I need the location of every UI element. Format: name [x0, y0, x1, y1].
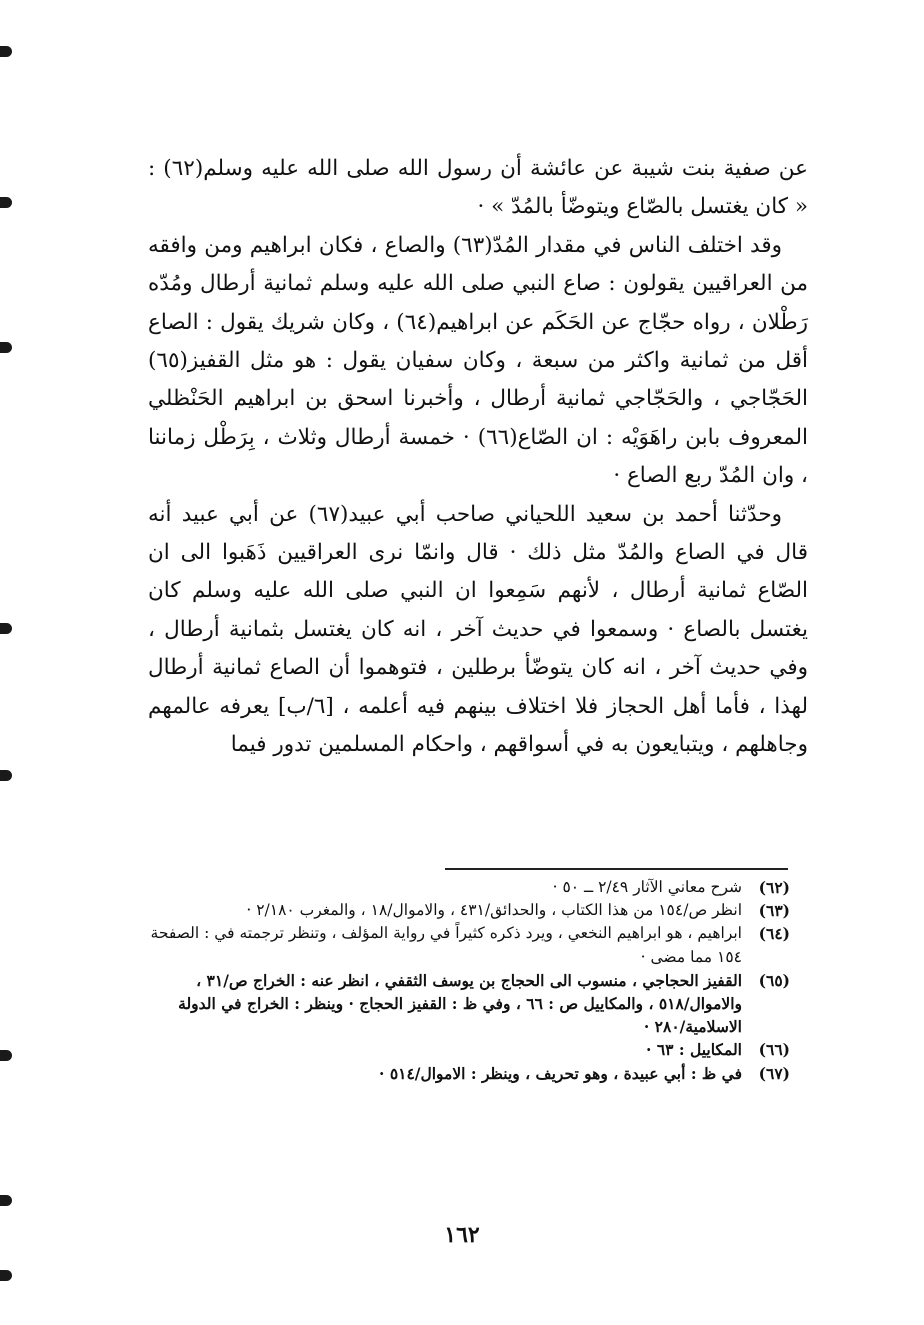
footnote-number: (٦٥) — [758, 970, 790, 990]
footnote — [150, 969, 790, 1039]
paragraph-abu-ubaid: وحدّثنا أحمد بن سعيد اللحياني صاحب أبي عبيد(٦٧) عن أبي عبيد أنه قال في الصاع والمُدّ مثل ذلك · قال وانمّا نرى العراقيين ذَهَبوا الى ان الصّاع ثمانية أرطال ، لأنهم سَمِعوا ان النبي صلى الله عليه وسلم كان يغتسل بالصاع · وسمعوا في حديث آخر ، انه كان يغتسل بثمانية أرطال ، وفي حديث آخر ، انه كان يتوضّأ برطلين ، فتوهموا أن الصاع ثمانية أرطال لهذا ، فأما أهل الحجاز فلا اختلاف بينهم فيه أعلمه ، [٦/ب] يعرفه عالمهم وجاهلهم ، ويتبايعون به في أسواقهم ، واحكام المسلمين تدور فيما — [148, 501, 808, 758]
footnote — [150, 899, 790, 922]
footnote — [150, 922, 790, 968]
footnote-number: (٦٢) — [758, 878, 790, 897]
footnote-text: شرح معاني الآثار ٢/٤٩ ــ ٥٠ · — [552, 878, 742, 896]
scan-edge-mark — [0, 770, 12, 781]
scan-edge-mark — [0, 1050, 12, 1061]
scan-edge-mark — [0, 1270, 12, 1281]
scan-edge-mark — [0, 342, 12, 353]
footnote-separator — [445, 868, 788, 870]
footnote-text: القفيز الحجاجي ، منسوب الى الحجاج بن يوسف الثقفي ، انظر عنه : الخراج ص/٣١ ، والاموال/٥١٨ ، والمكاييل ص : ٦٦ ، وفي ظ : القفيز الحجاج · وينظر : الخراج في الدولة الاسلامية/٢٨٠ · — [178, 970, 742, 1037]
scan-edge-mark — [0, 623, 12, 634]
scan-edge-mark — [0, 46, 12, 57]
body-text — [148, 150, 808, 765]
footnote — [150, 876, 790, 899]
footnote — [150, 1062, 790, 1085]
paragraph-measures: وقد اختلف الناس في مقدار المُدّ(٦٣) والصاع ، فكان ابراهيم ومن وافقه من العراقيين يقولون : صاع النبي صلى الله عليه وسلم ثمانية أرطال ومُدّه رَطْلان ، رواه حجّاج عن الحَكَم عن ابراهيم(٦٤) ، وكان شريك يقول : الصاع أقل من ثمانية واكثر من سبعة ، وكان سفيان يقول : هو مثل القفيز(٦٥) الحَجّاجي ، والحَجّاجي ثمانية أرطال ، وأخبرنا اسحق بن ابراهيم الحَنْظلي المعروف بابن راهَوَيْه : ان الصّاع(٦٦) · خمسة أرطال وثلاث ، بِرَطْل زماننا ، وان المُدّ ربع الصاع · — [148, 232, 808, 489]
footnote-number: (٦٦) — [758, 1040, 790, 1060]
footnote — [150, 1038, 790, 1061]
footnote-text: انظر ص/١٥٤ من هذا الكتاب ، والحدائق/٤٣١ ، والاموال/١٨ ، والمغرب ٢/١٨٠ · — [246, 901, 742, 920]
footnotes — [150, 876, 790, 1085]
footnote-number: (٦٤) — [758, 924, 790, 944]
scan-edge-mark — [0, 1195, 12, 1206]
document-page — [148, 150, 808, 765]
footnote-number: (٦٣) — [758, 901, 790, 921]
footnote-text: المكاييل : ٦٣ · — [646, 1040, 742, 1060]
footnote-text: في ظ : أبي عبيدة ، وهو تحريف ، وينظر : الاموال/٥١٤ · — [379, 1063, 742, 1083]
paragraph-hadith: عن صفية بنت شيبة عن عائشة أن رسول الله صلى الله عليه وسلم(٦٢) : « كان يغتسل بالصّاع ويتوضّأ بالمُدّ » · — [148, 156, 808, 220]
footnote-number: (٦٧) — [758, 1063, 790, 1083]
page-number: ١٦٢ — [444, 1222, 480, 1248]
footnote-text: ابراهيم ، هو ابراهيم النخعي ، ويرد ذكره كثيراً في رواية المؤلف ، وتنظر ترجمته في : الصفحة ١٥٤ مما مضى · — [150, 924, 742, 966]
scan-edge-mark — [0, 197, 12, 208]
